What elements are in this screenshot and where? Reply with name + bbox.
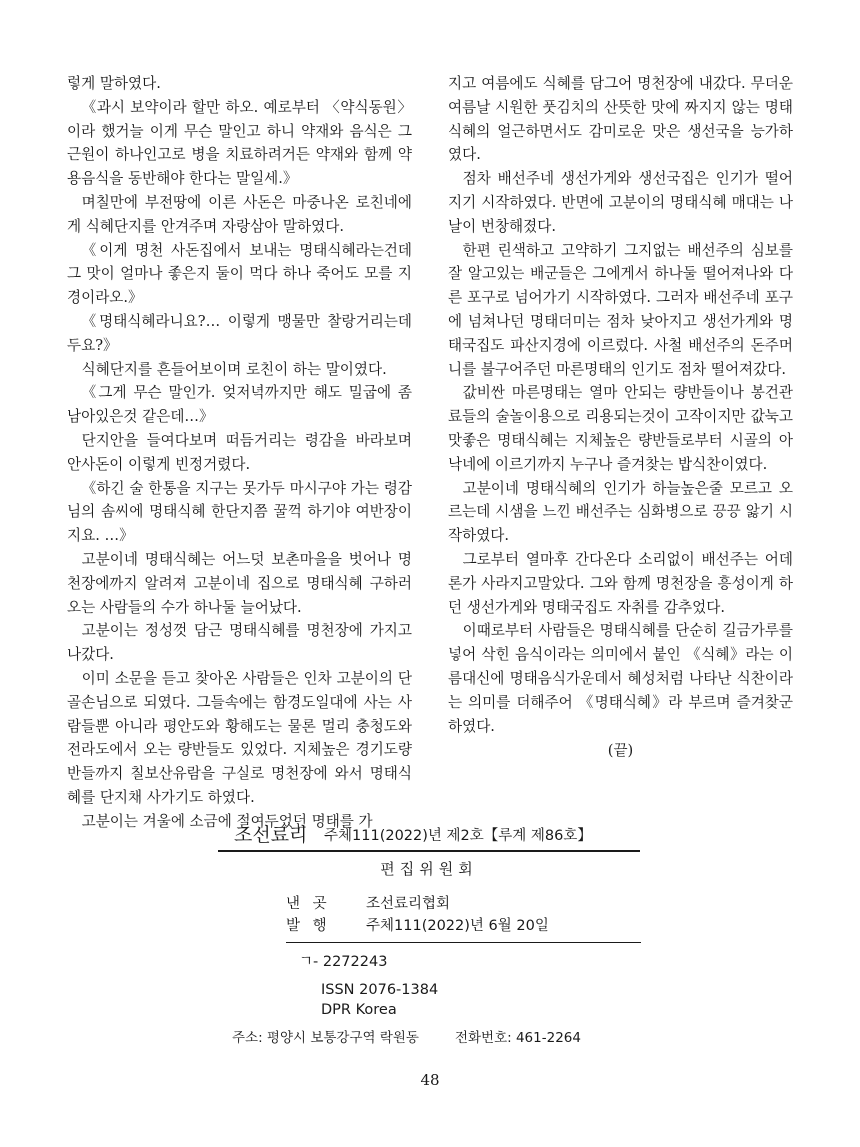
article-paragraph: 《그게 무슨 말인가. 엊저녁까지만 해도 밀굽에 좀 남아있은것 같은데…》 xyxy=(67,384,412,426)
colophon-divider xyxy=(286,942,641,943)
publisher-row xyxy=(286,892,450,913)
article-paragraph: 《이게 명천 사돈집에서 보내는 명태식혜라는건데 그 맛이 얼마나 좋은지 둘이 먹다 하나 죽어도 모를 지경이라오.》 xyxy=(67,241,412,307)
article-paragraph: 《과시 보약이라 할만 하오. 예로부터 〈약식동원〉이라 했거늘 이게 무슨 말인고 하니 약재와 음식은 그 근원이 하나인고로 병을 치료하려거든 약재와 함께 약용음식을 동반해야 한다는 말일세.》 xyxy=(67,98,412,188)
issn-block xyxy=(321,980,438,1020)
journal-name: 조선료리 xyxy=(234,824,308,846)
publisher-value: 조선료리협회 xyxy=(366,896,451,912)
article-paragraph: 단지안을 들여다보며 떠듬거리는 령감을 바라보며 안사돈이 이렇게 빈정거렸다. xyxy=(67,431,412,473)
editorial-committee: 편집위원회 xyxy=(380,860,478,878)
article-column-right xyxy=(448,72,793,763)
issue-date-row xyxy=(286,914,549,935)
article-paragraph: 《명태식혜라니요?… 이렇게 맹물만 찰랑거리는데두요?》 xyxy=(67,312,412,354)
phone-code: ㄱ- 2272243 xyxy=(299,954,388,970)
issue-date-label: 발 행 xyxy=(286,918,331,934)
article-paragraph: 고분이는 정성껏 담근 명태식혜를 명천장에 가지고 나갔다. xyxy=(67,622,412,664)
article-paragraph: 고분이네 명태식혜의 인기가 하늘높은줄 모르고 오르는데 시샘을 느낀 배선주는 심화병으로 끙끙 앓기 시작하였다. xyxy=(448,479,793,545)
telephone-text: 전화번호: 461-2264 xyxy=(454,1030,581,1046)
article-end-mark: (끝) xyxy=(607,742,634,760)
article-paragraph: 렇게 말하였다. xyxy=(67,75,161,92)
article-paragraph: 이미 소문을 듣고 찾아온 사람들은 인차 고분이의 단골손님으로 되였다. 그들속에는 함경도일대에 사는 사람들뿐 아니라 평안도와 황해도는 물론 멀리 충청도와 전라도에서 오는 량반들도 있었다. 지체높은 경기도량반들까지 칠보산유람을 구실로 명천장에 와서 명태식혜를 단지채 사가기도 하였다. xyxy=(67,669,412,806)
publisher-label: 낸 곳 xyxy=(286,896,331,912)
article-paragraph: 식혜단지를 흔들어보이며 로친이 하는 말이였다. xyxy=(81,360,387,378)
country-name: DPR Korea xyxy=(321,1002,397,1018)
article-paragraph: 고분이네 명태식혜는 어느덧 보촌마을을 벗어나 명천장에까지 알려져 고분이네 집으로 명태식혜 구하러 오는 사람들의 수가 하나둘 늘어났다. xyxy=(67,550,412,616)
article-paragraph: 점차 배선주네 생선가게와 생선국집은 인기가 떨어지기 시작하였다. 반면에 고분이의 명태식혜 매대는 나날이 번창해졌다. xyxy=(448,170,793,235)
article-paragraph: 이때로부터 사람들은 명태식혜를 단순히 길금가루를 넣어 삭힌 음식이라는 의미에서 붙인 《식혜》라는 이름대신에 명태음식가운데서 혜성처럼 나타난 식찬이라는 의미를 더해주어 《명태식혜》라 부르며 즐겨찾군 하였다. xyxy=(448,622,793,735)
article-paragraph: 고분이는 겨울에 소금에 절여두었던 명태를 가 xyxy=(81,812,373,830)
article-paragraph: 며칠만에 부전땅에 이른 사돈은 마중나온 로친네에게 식혜단지를 안겨주며 자랑삼아 말하였다. xyxy=(67,193,412,235)
page-number: 48 xyxy=(420,1071,440,1089)
article-paragraph: 값비싼 마른명태는 열마 안되는 량반들이나 봉건관료들의 술놀이용으로 리용되는것이 고작이지만 값눅고 맛좋은 명태식혜는 지체높은 량반들로부터 시골의 아낙네에 이르기까지 누구나 즐겨찾는 밥식찬이였다. xyxy=(448,384,793,473)
article-paragraph: 지고 여름에도 식혜를 담그어 명천장에 내갔다. 무더운 여름날 시원한 풋김치의 산뜻한 맛에 짜지지 않는 명태식혜의 얼근하면서도 감미로운 맛은 생선국을 능가하였다. xyxy=(448,75,793,164)
address-text: 주소: 평양시 보통강구역 락원동 xyxy=(232,1030,419,1046)
issue-date-value: 주체111(2022)년 6월 20일 xyxy=(366,918,549,934)
address-line xyxy=(232,1026,581,1046)
journal-issue: 주체111(2022)년 제2호【루계 제86호】 xyxy=(324,828,592,844)
issn-number: ISSN 2076-1384 xyxy=(321,982,439,998)
article-paragraph: 그로부터 열마후 간다온다 소리없이 배선주는 어데론가 사라지고말았다. 그와 함께 명천장을 흥성이게 하던 생선가게와 명태국집도 자취를 감추었다. xyxy=(448,550,793,616)
article-paragraph: 《하긴 술 한통을 지구는 못가두 마시구야 가는 령감님의 솜씨에 명태식혜 한단지쯤 꿀꺽 하기야 여반장이지요. …》 xyxy=(67,479,412,545)
journal-masthead xyxy=(218,816,640,852)
article-paragraph: 한편 린색하고 고약하기 그지없는 배선주의 심보를 잘 알고있는 배군들은 그에게서 하나둘 떨어져나와 다른 포구로 넘어가기 시작하였다. 그러자 배선주네 포구에 넘쳐나던 명태더미는 점차 낮아지고 생선가게와 명태국집도 파산지경에 이르렀다. 사철 배선주의 돈주머니를 불구어주던 마른명태의 인기도 점차 떨어져갔다. xyxy=(448,241,793,378)
article-column-left xyxy=(67,72,412,834)
